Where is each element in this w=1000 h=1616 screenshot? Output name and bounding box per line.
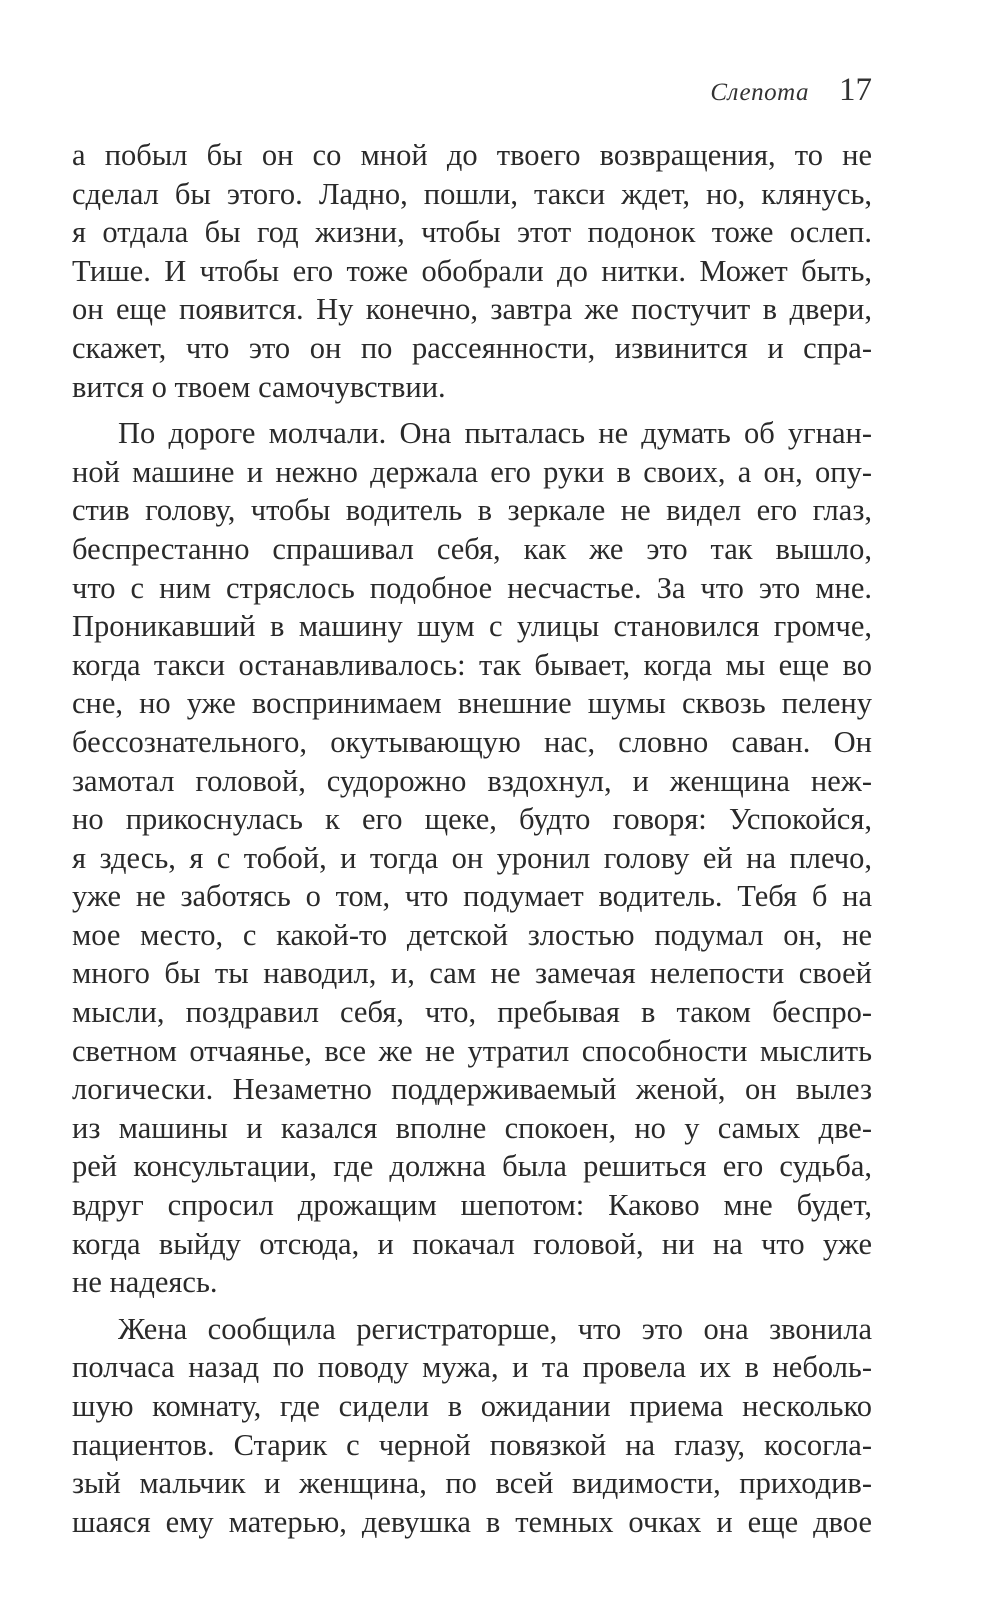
text-line: ной машине и нежно держала его руки в своих, а он, опу- [72, 454, 872, 489]
text-line: Проникавший в машину шум с улицы становился громче, [72, 609, 872, 644]
text-line: шую комнату, где сидели в ожидании приема несколько [72, 1389, 872, 1423]
text-line: когда выйду отсюда, и покачал головой, ни на что уже [72, 1226, 872, 1261]
text-line: уже не заботясь о том, что подумает водитель. Тебя б на [72, 879, 872, 914]
text-line: Жена сообщила регистраторше, что это она звонила [118, 1311, 872, 1346]
text-line: рей консультации, где должна была решиться его судьба, [72, 1149, 872, 1184]
page-number: 17 [839, 72, 872, 108]
running-head [710, 72, 872, 109]
text-line: много бы ты наводил, и, сам не замечая нелепости своей [72, 956, 872, 991]
text-line: когда такси останавливалось: так бывает, когда мы еще во [72, 647, 872, 682]
text-line: вится о твоем самочувствии. [72, 369, 446, 404]
text-line: не надеясь. [72, 1265, 218, 1300]
text-line: мысли, поздравил себя, что, пребывая в таком беспро- [72, 995, 872, 1030]
text-line: что с ним стряслось подобное несчастье. За что это мне. [72, 570, 872, 605]
paragraph-gap [72, 406, 872, 414]
text-line: из машины и казался вполне спокоен, но у самых две- [72, 1110, 872, 1145]
text-line: замотал головой, судорожно вздохнул, и женщина неж- [72, 763, 872, 798]
text-line: По дороге молчали. Она пыталась не думать об угнан- [118, 416, 872, 451]
text-line: сне, но уже воспринимаем внешние шумы сквозь пелену [72, 686, 872, 721]
chapter-title: Слепота [710, 79, 809, 106]
text-line: зый мальчик и женщина, по всей видимости, приходив- [72, 1466, 872, 1501]
text-line: полчаса назад по поводу мужа, и та провела их в неболь- [72, 1350, 872, 1385]
text-line: вдруг спросил дрожащим шепотом: Каково мне будет, [72, 1188, 872, 1223]
text-line: Тише. И чтобы его тоже обобрали до нитки. Может быть, [72, 253, 872, 288]
text-line: скажет, что это он по рассеянности, извинится и спра- [72, 330, 872, 365]
text-line: пациентов. Старик с черной повязкой на глазу, косогла- [72, 1427, 872, 1462]
body-text [72, 136, 872, 1541]
paragraph-gap [72, 1302, 872, 1310]
text-line: бессознательного, окутывающую нас, словно саван. Он [72, 724, 872, 759]
text-line: беспрестанно спрашивал себя, как же это так вышло, [72, 531, 872, 566]
text-line: светном отчаянье, все же не утратил способности мыслить [72, 1033, 872, 1068]
text-line: а побыл бы он со мной до твоего возвращения, то не [72, 138, 872, 172]
text-line: мое место, с какой-то детской злостью подумал он, не [72, 917, 872, 952]
text-line: шаяся ему матерью, девушка в темных очках и еще двое [72, 1504, 872, 1539]
text-line: сделал бы этого. Ладно, пошли, такси ждет, но, клянусь, [72, 176, 872, 211]
text-line: я здесь, я с тобой, и тогда он уронил голову ей на плечо, [72, 840, 872, 875]
text-line: но прикоснулась к его щеке, будто говоря: Успокойся, [72, 802, 872, 837]
text-line: логически. Незаметно поддерживаемый женой, он вылез [72, 1072, 872, 1107]
text-line: стив голову, чтобы водитель в зеркале не видел его глаз, [72, 493, 872, 528]
text-line: он еще появится. Ну конечно, завтра же постучит в двери, [72, 292, 872, 327]
text-line: я отдала бы год жизни, чтобы этот подонок тоже ослеп. [72, 215, 872, 250]
